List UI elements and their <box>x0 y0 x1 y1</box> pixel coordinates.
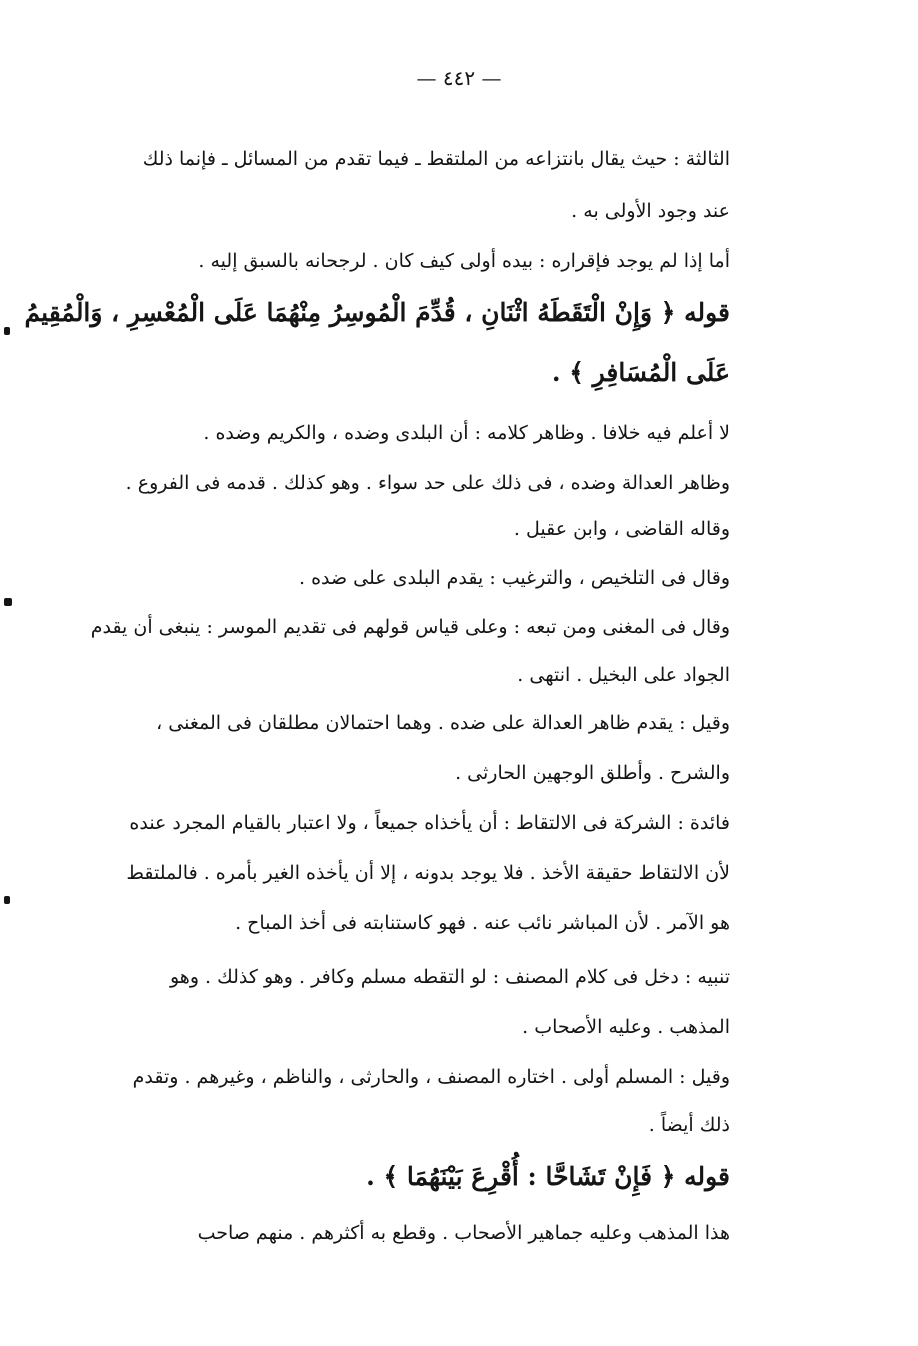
text-line-3: أما إذا لم يوجد فإقراره : بيده أولى كيف كان . لرجحانه بالسبق إليه . <box>198 250 730 272</box>
margin-mark-1 <box>4 327 10 335</box>
text-line-6: لا أعلم فيه خلافا . وظاهر كلامه : أن البلدى وضده ، والكريم وضده . <box>203 422 730 444</box>
text-line-10: وقال فى المغنى ومن تبعه : وعلى قياس قولهم فى تقديم الموسر : ينبغى أن يقدم <box>90 616 730 638</box>
text-line-20: ذلك أيضاً . <box>648 1114 730 1136</box>
text-line-11: الجواد على البخيل . انتهى . <box>517 664 730 686</box>
text-line-13: والشرح . وأطلق الوجهين الحارثى . <box>455 762 730 784</box>
quoted-text-line-21: قوله ﴿ فَإِنْ تَشَاحَّا : أُقْرِعَ بَيْنَهُمَا ﴾ . <box>366 1162 730 1191</box>
text-line-18: المذهب . وعليه الأصحاب . <box>522 1016 730 1038</box>
text-line-17: تنبيه : دخل فى كلام المصنف : لو التقطه مسلم وكافر . وهو كذلك . وهو <box>169 966 730 988</box>
quoted-text-line-4: قوله ﴿ وَإِنْ الْتَقَطَهُ اثْنَانِ ، قُدِّمَ الْمُوسِرُ مِنْهُمَا عَلَى الْمُعْسِرِ ، وَالْمُقِيمُ <box>24 298 730 327</box>
margin-mark-2 <box>4 598 12 606</box>
quoted-text-line-5: عَلَى الْمُسَافِرِ ﴾ . <box>551 358 730 387</box>
text-line-9: وقال فى التلخيص ، والترغيب : يقدم البلدى على ضده . <box>299 567 730 589</box>
margin-mark-3 <box>4 896 10 904</box>
text-line-22: هذا المذهب وعليه جماهير الأصحاب . وقطع به أكثرهم . منهم صاحب <box>197 1222 730 1244</box>
text-line-2: عند وجود الأولى به . <box>571 200 730 222</box>
text-line-14: فائدة : الشركة فى الالتقاط : أن يأخذاه جميعاً ، ولا اعتبار بالقيام المجرد عنده <box>129 812 730 834</box>
text-line-12: وقيل : يقدم ظاهر العدالة على ضده . وهما احتمالان مطلقان فى المغنى ، <box>156 712 730 734</box>
text-line-7: وظاهر العدالة وضده ، فى ذلك على حد سواء . وهو كذلك . قدمه فى الفروع . <box>125 472 730 494</box>
text-line-8: وقاله القاضى ، وابن عقيل . <box>513 518 730 540</box>
page-number: — ٤٤٢ — <box>416 66 502 90</box>
text-line-16: هو الآمر . لأن المباشر نائب عنه . فهو كاستنابته فى أخذ المباح . <box>235 912 730 934</box>
text-line-1: الثالثة : حيث يقال بانتزاعه من الملتقط ـ فيما تقدم من المسائل ـ فإنما ذلك <box>142 148 730 170</box>
text-line-19: وقيل : المسلم أولى . اختاره المصنف ، والحارثى ، والناظم ، وغيرهم . وتقدم <box>132 1066 730 1088</box>
text-line-15: لأن الالتقاط حقيقة الأخذ . فلا يوجد بدونه ، إلا أن يأخذه الغير بأمره . فالملتقط <box>126 862 730 884</box>
